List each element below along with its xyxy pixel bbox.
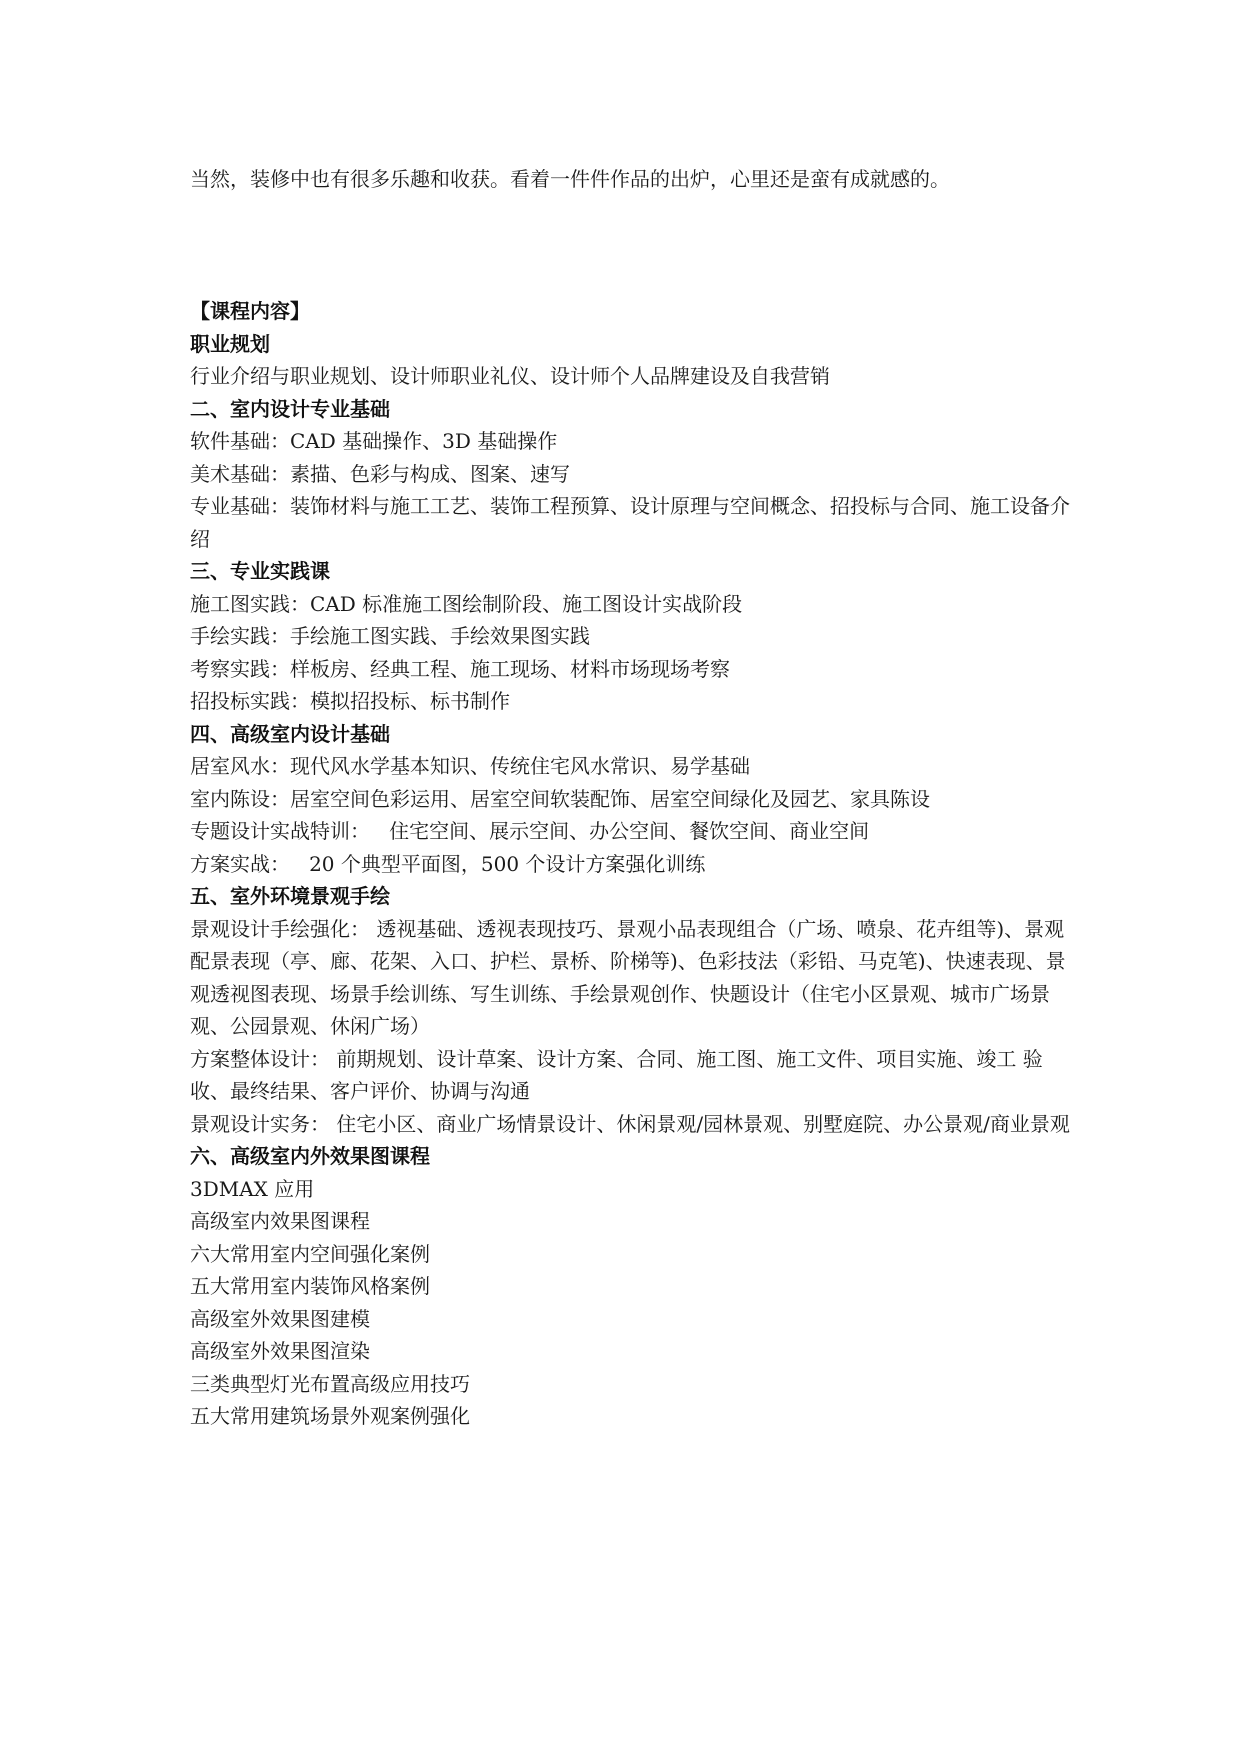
course-line: 高级室外效果图渲染: [190, 1339, 370, 1363]
course-line: 考察实践：样板房、经典工程、施工现场、材料市场现场考察: [190, 656, 730, 681]
section-heading: 三、专业实践课: [190, 559, 330, 583]
course-line: 高级室外效果图建模: [190, 1306, 370, 1331]
intro-paragraph: 当然，装修中也有很多乐趣和收获。看着一件件作品的出炉，心里还是蛮有成就感的。: [190, 167, 950, 191]
course-line: 室内陈设：居室空间色彩运用、居室空间软装配饰、居室空间绿化及园艺、家具陈设: [190, 786, 930, 811]
course-line: 景观设计实务： 住宅小区、商业广场情景设计、休闲景观/园林景观、别墅庭院、办公景观/商业景观: [190, 1111, 1070, 1136]
course-line: 居室风水：现代风水学基本知识、传统住宅风水常识、易学基础: [190, 754, 750, 778]
course-line: 3DMAX 应用: [190, 1176, 315, 1201]
course-line: 专业基础：装饰材料与施工工艺、装饰工程预算、设计原理与空间概念、招投标与合同、施工设备介绍: [190, 494, 1070, 551]
course-line: 六大常用室内空间强化案例: [190, 1241, 430, 1266]
course-line: 专题设计实战特训： 住宅空间、展示空间、办公空间、餐饮空间、商业空间: [190, 819, 870, 843]
section-heading: 职业规划: [190, 331, 270, 356]
course-line: 五大常用室内装饰风格案例: [190, 1274, 430, 1298]
course-line: 软件基础：CAD 基础操作、3D 基础操作: [190, 429, 558, 453]
section-heading: 四、高级室内设计基础: [190, 721, 390, 746]
course-line: 方案实战： 20 个典型平面图，500 个设计方案强化训练: [190, 851, 706, 876]
course-line: 五大常用建筑场景外观案例强化: [190, 1404, 470, 1428]
course-line: 三类典型灯光布置高级应用技巧: [190, 1371, 470, 1396]
course-line: 方案整体设计： 前期规划、设计草案、设计方案、合同、施工图、施工文件、项目实施、竣工 验收、最终结果、客户评价、协调与沟通: [190, 1046, 1043, 1103]
course-line: 景观设计手绘强化： 透视基础、透视表现技巧、景观小品表现组合（广场、喷泉、花卉组等)、景观配景表现（亭、廊、花架、入口、护栏、景桥、阶梯等)、色彩技法（彩铅、马克笔)、快速表现、景观透视图表现、场景手绘训练、写生训练、手绘景观创作、快题设计（住宅小区景观、城市广场景观、公园景观、休闲广场）: [190, 916, 1066, 1038]
section-heading: 五、室外环境景观手绘: [190, 884, 390, 908]
course-line: 手绘实践：手绘施工图实践、手绘效果图实践: [190, 624, 590, 648]
course-line: 高级室内效果图课程: [190, 1209, 370, 1233]
course-line: 行业介绍与职业规划、设计师职业礼仪、设计师个人品牌建设及自我营销: [190, 364, 830, 388]
course-line: 美术基础：素描、色彩与构成、图案、速写: [190, 461, 570, 486]
course-title: 【课程内容】: [190, 299, 310, 323]
section-heading: 二、室内设计专业基础: [190, 396, 390, 421]
course-line: 施工图实践：CAD 标准施工图绘制阶段、施工图设计实战阶段: [190, 591, 743, 616]
course-content: [190, 295, 1070, 1433]
course-line: 招投标实践：模拟招投标、标书制作: [190, 689, 510, 713]
section-heading: 六、高级室内外效果图课程: [190, 1144, 430, 1168]
